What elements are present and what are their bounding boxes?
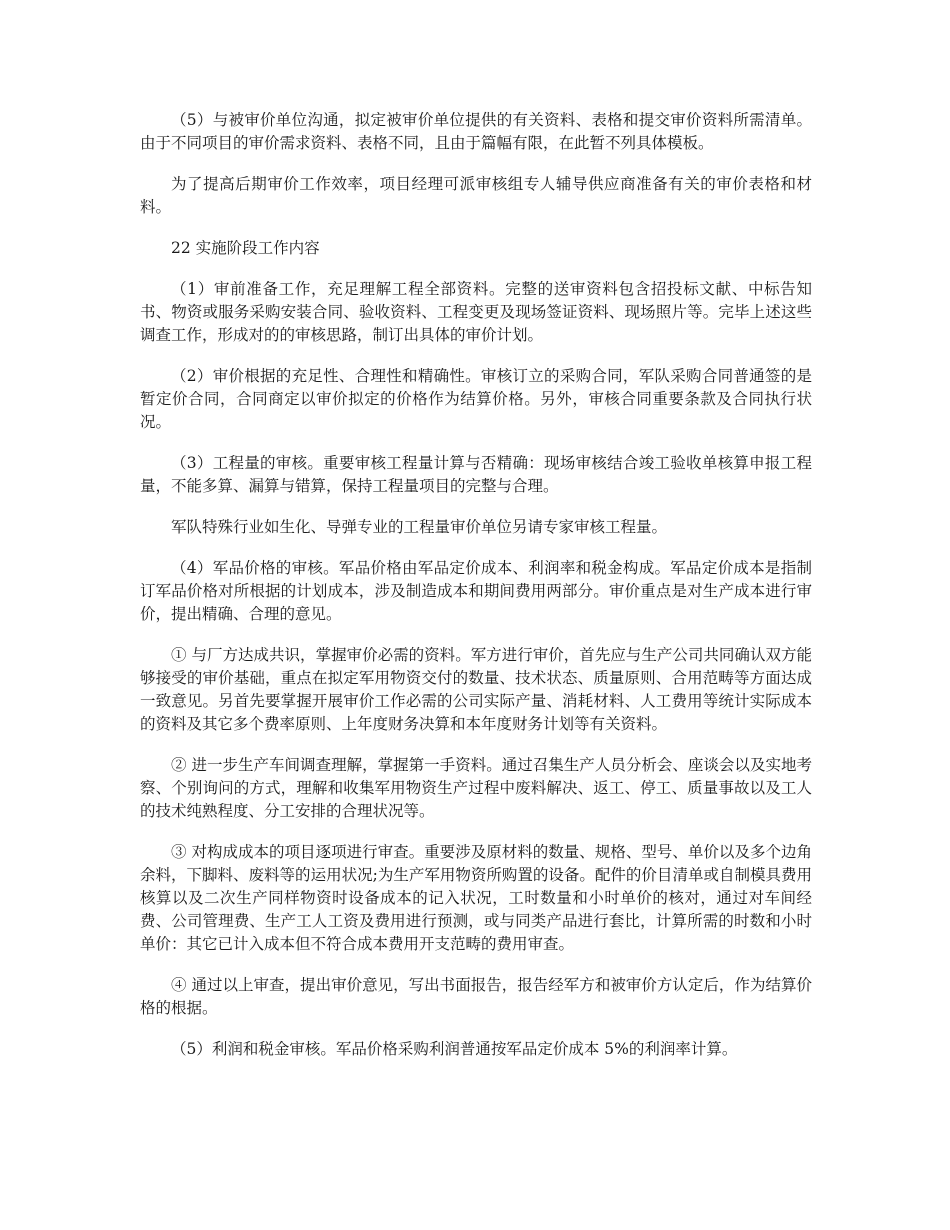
section-heading-implementation: 22 实施阶段工作内容 — [171, 239, 320, 257]
paragraph-contact-audited-unit: （5）与被审价单位沟通，拟定被审价单位提供的有关资料、表格和提交审价资料所需清单。由于不同项目的审价需求资料、表格不同，且由于篇幅有限，在此暂不列具体模板。 — [140, 111, 812, 152]
paragraph-item-1: ① 与厂方达成共识，掌握审价必需的资料。军方进行审价，首先应与生产公司共同确认双方能够接受的审价基础，重点在拟定军用物资交付的数量、技术状态、质量原则、合用范畴等方面达成一致意见。另首先要掌握开展审价工作必需的公司实际产量、消耗材料、人工费用等统计实际成本的资料及其它多个费率原则、上年度财务决算和本年度财务计划等有关资料。 — [140, 646, 812, 733]
document-page — [140, 109, 812, 1079]
paragraph-preparation: （1）审前准备工作，充足理解工程全部资料。完整的送审资料包含招投标文献、中标告知书、物资或服务采购安装合同、验收资料、工程变更及现场签证资料、现场照片等。完毕上述这些调查工作，形成对的的审核思路，制订出具体的审价计划。 — [140, 280, 812, 344]
paragraph-profit-tax: （5）利润和税金审核。军品价格采购利润普通按军品定价成本 5%的利润率计算。 — [171, 1040, 738, 1058]
paragraph-quantity-review: （3）工程量的审核。重要审核工程量计算与否精确：现场审核结合竣工验收单核算申报工程量，不能多算、漏算与错算，保持工程量项目的完整与合理。 — [140, 454, 812, 495]
paragraph-basis: （2）审价根据的充足性、合理性和精确性。审核订立的采购合同，军队采购合同普通签的是暂定价合同，合同商定以审价拟定的价格作为结算价格。另外，审核合同重要条款及合同执行状况。 — [140, 367, 812, 431]
paragraph-item-3: ③ 对构成成本的项目逐项进行审查。重要涉及原材料的数量、规格、型号、单价以及多个边角余料，下脚料、废料等的运用状况;为生产军用物资所购置的设备。配件的价目清单或自制模具费用核算以及二次生产同样物资时设备成本的记入状况，工时数量和小时单价的核对，通过对车间经费、公司管理费、生产工人工资及费用进行预测，或与同类产品进行套比，计算所需的时数和小时单价：其它已计入成本但不符合成本费用开支范畴的费用审查。 — [140, 843, 812, 953]
paragraph-efficiency: 为了提高后期审价工作效率，项目经理可派审核组专人辅导供应商准备有关的审价表格和材料。 — [140, 175, 812, 216]
paragraph-special-industry: 军队特殊行业如生化、导弹专业的工程量审价单位另请专家审核工程量。 — [171, 518, 668, 536]
paragraph-item-2: ② 进一步生产车间调查理解，掌握第一手资料。通过召集生产人员分析会、座谈会以及实地考察、个别询问的方式，理解和收集军用物资生产过程中废料解决、返工、停工、质量事故以及工人的技术纯熟程度、分工安排的合理状况等。 — [140, 756, 812, 820]
paragraph-military-price: （4）军品价格的审核。军品价格由军品定价成本、利润率和税金构成。军品定价成本是指制订军品价格对所根据的计划成本，涉及制造成本和期间费用两部分。审价重点是对生产成本进行审价，提出精确、合理的意见。 — [140, 559, 812, 623]
paragraph-item-4: ④ 通过以上审查，提出审价意见，写出书面报告，报告经军方和被审价方认定后，作为结算价格的根据。 — [140, 976, 812, 1017]
